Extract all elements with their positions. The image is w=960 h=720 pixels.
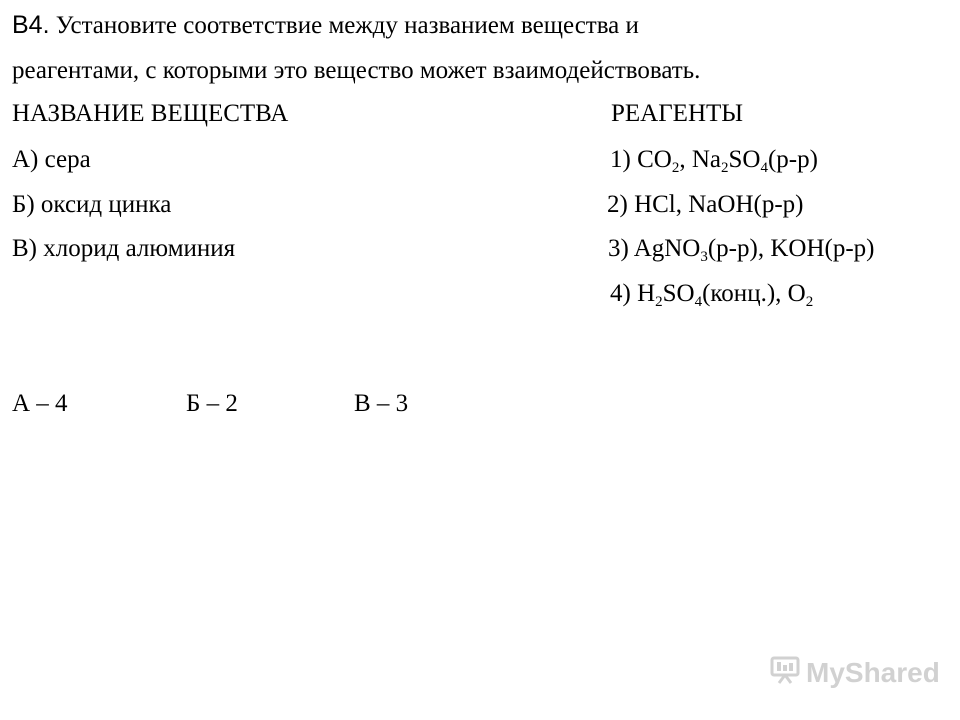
reagent-item-4: 4) $H_2SO_4(конц.)$, $O_2$: [610, 280, 814, 310]
substance-header: НАЗВАНИЕ ВЕЩЕСТВА: [12, 100, 289, 127]
reagent-item-2: 2) HCl, NaOH(р-р): [607, 191, 804, 218]
substance-item-a: А) сера: [12, 146, 91, 173]
task-statement-line-2: реагентами, с которыми это вещество может взаимодействовать.: [12, 57, 701, 84]
watermark-text: MyShared: [806, 656, 940, 688]
reagent-item-3: 3) AgNO$_3$(р-р), KOH(р-р): [608, 235, 875, 265]
answer-b: Б – 2: [186, 390, 238, 417]
presentation-board-icon: [770, 655, 800, 690]
answer-c: В – 3: [354, 390, 409, 417]
reagent-item-1: 1) $CO_2$, $Na_2SO_4(р-р)$: [610, 146, 818, 176]
task-number: B4.: [12, 11, 50, 39]
task-statement-line-1: [12, 10, 639, 41]
answer-a: А – 4: [12, 390, 68, 417]
substance-item-b: Б) оксид цинка: [12, 191, 172, 218]
reagents-header: РЕАГЕНТЫ: [611, 100, 744, 127]
task-text-1: Установите соответствие между названием вещества и: [49, 12, 639, 39]
watermark: [770, 655, 940, 690]
substance-item-c: В) хлорид алюминия: [12, 235, 236, 262]
